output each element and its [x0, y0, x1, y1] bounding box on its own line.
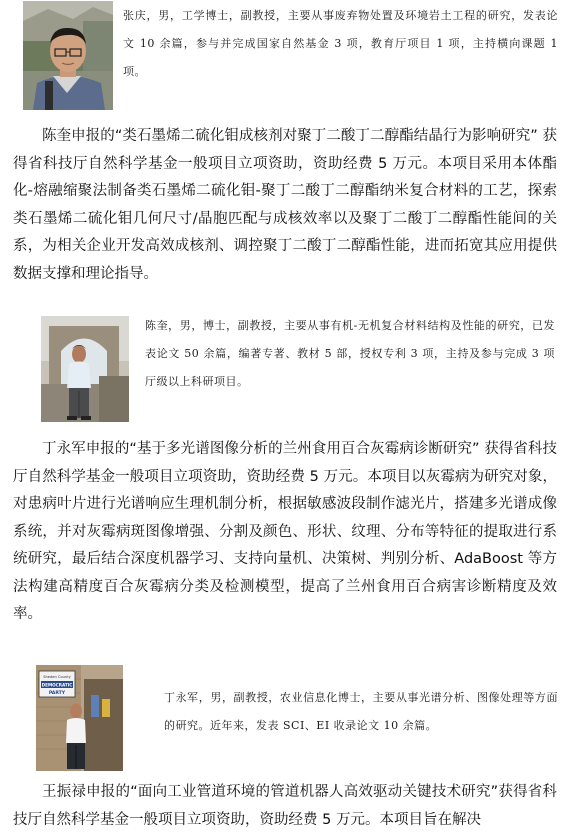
svg-text:DEMOCRATIC: DEMOCRATIC — [41, 682, 73, 688]
portrait-photo-ding-yongjun — [36, 665, 123, 771]
article-paragraph-ding-yongjun-project: 丁永军申报的“基于多光谱图像分析的兰州食用百合灰霉病诊断研究” 获得省科技厅自然科学基金一般项目立项资助，资助经费 5 万元。本项目以灰霉病为研究对象，对患病叶片进行光谱响应生理机制分析，根据敏感波段制作滤光片，搭建多光谱成像系统，并对灰霉病斑图像增强、分割及颜色、形状、纹理、分布等特征的提取进行系统研究，最后结合深度机器学习、支持向量机、决策树、判别分析、AdaBoost 等方法构建高精度百合灰霉病分类及检测模型，提高了兰州食用百合病害诊断精度及效率。 — [13, 441, 557, 622]
portrait-photo-zhang-qing — [23, 1, 113, 110]
svg-text:PARTY: PARTY — [48, 691, 66, 696]
article-paragraph-wang-zhenlu-project: 王振禄申报的“面向工业管道环境的管道机器人高效驱动关键技术研究”获得省科技厅自然科学基金一般项目立项资助，资助经费 5 万元。本项目旨在解决 — [13, 784, 557, 828]
bio-text-ding-yongjun: 丁永军，男，副教授，农业信息化博士，主要从事光谱分析、图像处理等方面的研究。近年来，发表 SCI、EI 收录论文 10 余篇。 — [164, 691, 558, 732]
bio-text-zhang-qing: 张庆，男，工学博士，副教授，主要从事废弃物处置及环境岩土工程的研究，发表论文 10 余篇，参与并完成国家自然基金 3 项，教育厅项目 1 项，主持横向课题 1 项。 — [123, 9, 558, 78]
bio-text-chen-kui: 陈奎，男，博士，副教授，主要从事有机-无机复合材料结构及性能的研究，已发表论文 50 余篇，编著专著、教材 5 部，授权专利 3 项，主持及参与完成 3 项厅级以上科研项目。 — [145, 319, 555, 388]
svg-text:Sheden County: Sheden County — [43, 675, 71, 679]
article-paragraph-chen-kui-project: 陈奎申报的“类石墨烯二硫化钼成核剂对聚丁二酸丁二醇酯结晶行为影响研究” 获得省科技厅自然科学基金一般项目立项资助，资助经费 5 万元。本项目采用本体酯化-熔融缩聚法制备类石墨烯二硫化钼-聚丁二酸丁二醇酯纳米复合材料的工艺，探索类石墨烯二硫化钼几何尺寸/晶胞匹配与成核效率以及聚丁二酸丁二醇酯性能间的关系，为相关企业开发高效成核剂、调控聚丁二酸丁二醇酯性能，进而拓宽其应用提供数据支撑和理论指导。 — [13, 128, 557, 282]
portrait-photo-chen-kui — [41, 316, 129, 422]
